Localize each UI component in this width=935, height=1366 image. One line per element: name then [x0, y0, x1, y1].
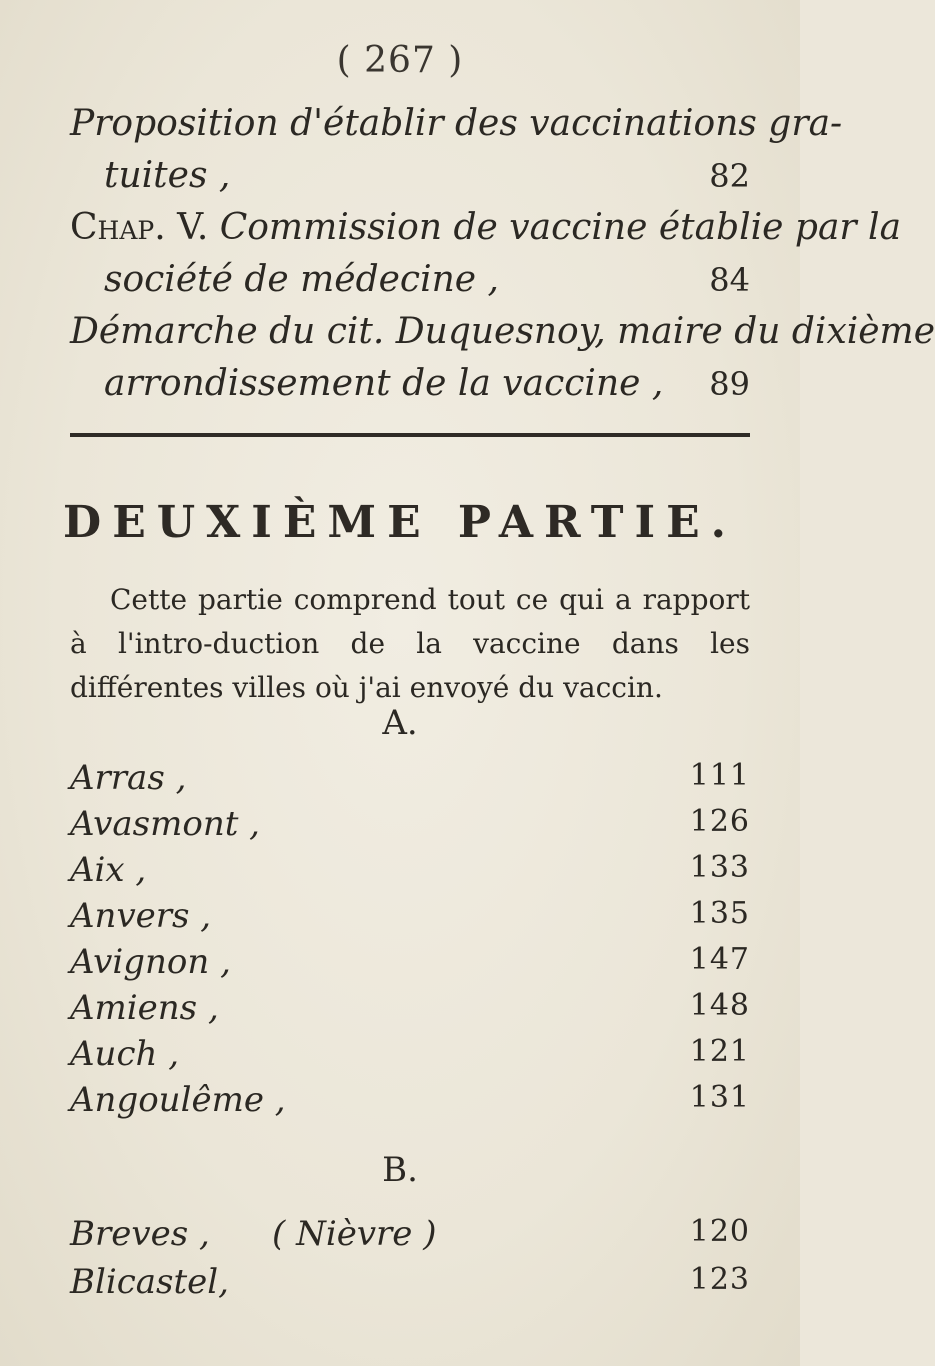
section-letter-b: B. [382, 1150, 418, 1190]
toc-entry-demarche-duquesnoy [70, 306, 935, 410]
page-ref: 120 [689, 1214, 750, 1249]
city-name: Auch , [70, 1034, 180, 1074]
page-ref: 121 [689, 1034, 750, 1069]
index-row [70, 850, 750, 896]
city-note: ( Nièvre ) [272, 1214, 437, 1254]
section-divider-rule [70, 433, 750, 437]
page-ref: 148 [689, 988, 750, 1023]
section-letter-a: A. [382, 703, 418, 743]
toc-entry-line [70, 358, 750, 410]
page-ref: 126 [689, 804, 750, 839]
city-name: Angoulême , [70, 1080, 286, 1120]
toc-entry-text: Commission de vaccine établie par la [208, 207, 902, 248]
toc-entry-text: tuites , [104, 155, 231, 196]
index-row [70, 758, 750, 804]
city-name: Anvers , [70, 896, 212, 936]
city-name: Avasmont , [70, 804, 260, 844]
toc-page-number: 82 [709, 157, 750, 195]
toc-entry-line: Proposition d'établir des vaccinations gra- [70, 103, 843, 144]
toc-entry-text: société de médecine , [104, 259, 499, 300]
city-name: Aix , [70, 850, 147, 890]
index-row [70, 1262, 750, 1308]
index-row [70, 988, 750, 1034]
index-row [70, 896, 750, 942]
page-ref: 133 [689, 850, 750, 885]
city-name: Blicastel, [70, 1262, 229, 1302]
city-name: Arras , [70, 758, 187, 798]
index-row [70, 1034, 750, 1080]
page-ref: 111 [689, 758, 750, 793]
toc-entry-commission-vaccine [70, 202, 902, 306]
chapter-label: Chap. V. [70, 207, 209, 248]
page-ref: 135 [689, 896, 750, 931]
part-intro-paragraph: Cette partie comprend tout ce qui a rapport à l'intro-duction de la vaccine dans les différentes villes où j'ai envoyé du vaccin. [70, 583, 750, 704]
toc-entry-line [70, 150, 750, 202]
part-title: DEUXIÈME PARTIE. [63, 497, 737, 548]
city-name: Breves , [70, 1214, 210, 1254]
page-ref: 123 [689, 1262, 750, 1297]
index-row [70, 804, 750, 850]
page-ref: 147 [689, 942, 750, 977]
toc-entry-text: arrondissement de la vaccine , [104, 363, 664, 404]
index-row [70, 942, 750, 988]
toc-entry-vaccinations-gratuites [70, 98, 843, 202]
city-name: Amiens , [70, 988, 219, 1028]
page-ref: 131 [689, 1080, 750, 1115]
toc-entry-line [70, 254, 750, 306]
toc-page-number: 89 [709, 365, 750, 403]
index-row [70, 1080, 750, 1126]
toc-entry-line: Démarche du cit. Duquesnoy, maire du dixième [70, 311, 935, 352]
index-row [70, 1214, 750, 1260]
toc-page-number: 84 [709, 261, 750, 299]
toc-entry-line [70, 202, 902, 254]
city-name: Avignon , [70, 942, 231, 982]
page-number-header: ( 267 ) [336, 40, 464, 81]
